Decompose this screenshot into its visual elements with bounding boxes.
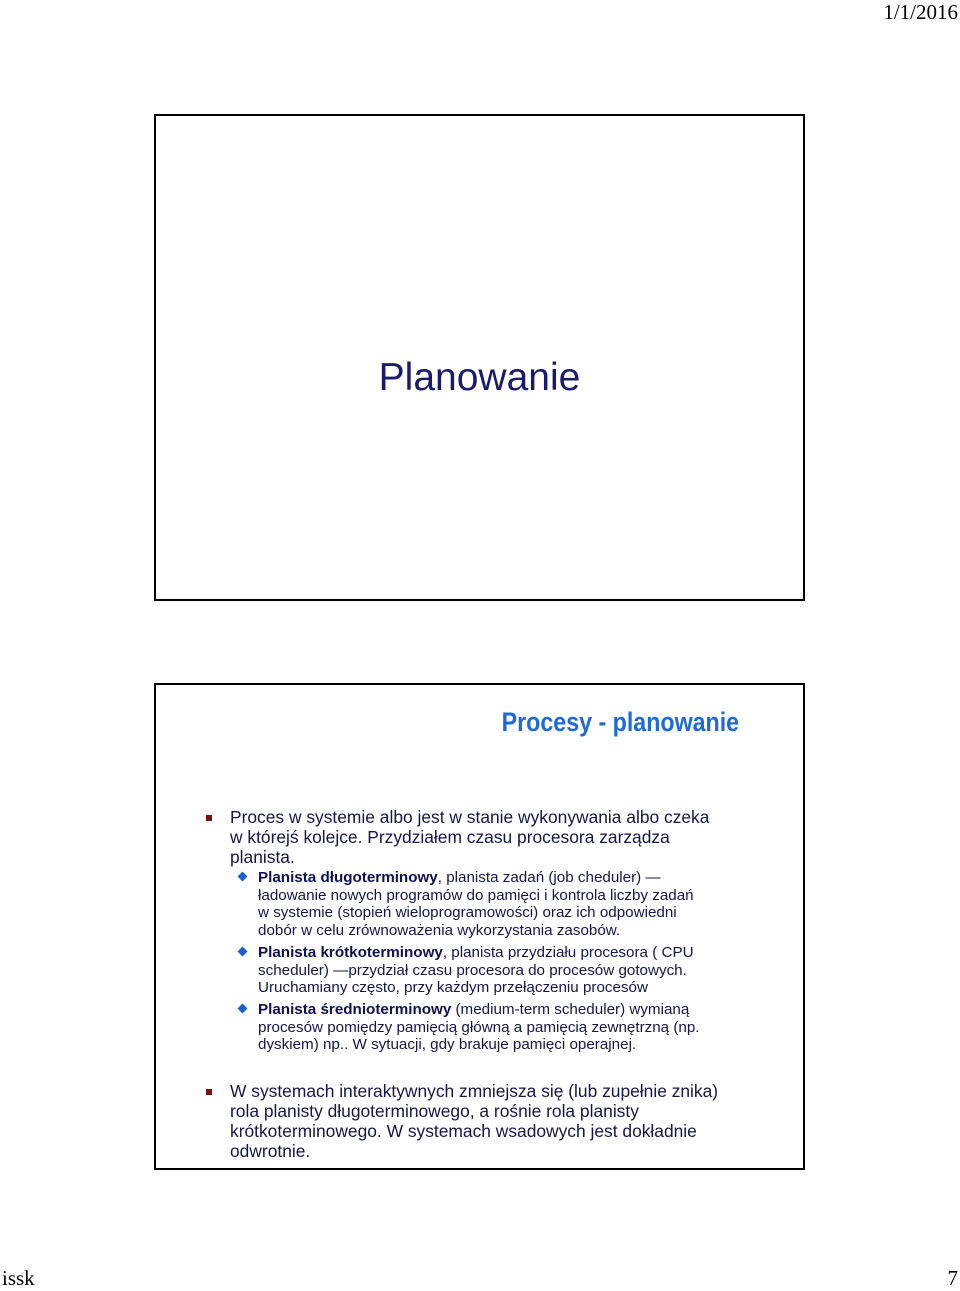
sub-bullet-term: Planista długoterminowy — [258, 869, 438, 886]
sub-bullet-term: Planista krótkoterminowy — [258, 944, 443, 961]
sub-bullet-item — [258, 944, 694, 997]
diamond-bullet-icon — [238, 947, 248, 957]
header-date: 1/1/2016 — [883, 0, 958, 24]
sub-bullet-text: , planista zadań (job cheduler) — ładowanie nowych programów do pamięci i kontrola liczby zadań w systemie (stopień wieloprogramowości) oraz ich odpowiedni dobór w celu zrównoważenia wykorzystania zasobów. — [258, 869, 694, 940]
bullet-item: W systemach interaktywnych zmniejsza się (lub zupełnie znika) rola planisty długoterminowego, a rośnie rola planisty krótkoterminowego. W systemach wsadowych jest dokładnie odwrotnie. — [230, 1081, 719, 1161]
slide-2 — [154, 683, 805, 1170]
slide-1 — [154, 114, 805, 601]
page-number: 7 — [947, 1266, 958, 1290]
sub-bullet-text: (medium-term scheduler) wymianą procesów pomiędzy pamięcią główną a pamięcią zewnętrzną (np. dyskiem) np.. W sytuacji, gdy brakuje pamięci operajnej. — [258, 1001, 700, 1054]
bullet-item: Proces w systemie albo jest w stanie wykonywania albo czeka w którejś kolejce. Przydziałem czasu procesora zarządza planista. — [230, 807, 710, 867]
diamond-bullet-icon — [238, 1004, 248, 1014]
sub-bullet-item — [258, 869, 694, 940]
footer-left: issk — [2, 1266, 35, 1290]
slide-title: Procesy - planowanie — [501, 707, 739, 737]
sub-bullet-text: , planista przydziału procesora ( CPU scheduler) —przydział czasu procesora do procesów gotowych. Uruchamiany często, przy każdym przełączeniu procesów — [258, 944, 694, 997]
diamond-bullet-icon — [238, 872, 248, 882]
sub-bullet-item — [258, 1001, 700, 1054]
sub-bullet-term: Planista średnioterminowy — [258, 1001, 452, 1018]
slide-title: Planowanie — [378, 356, 581, 399]
